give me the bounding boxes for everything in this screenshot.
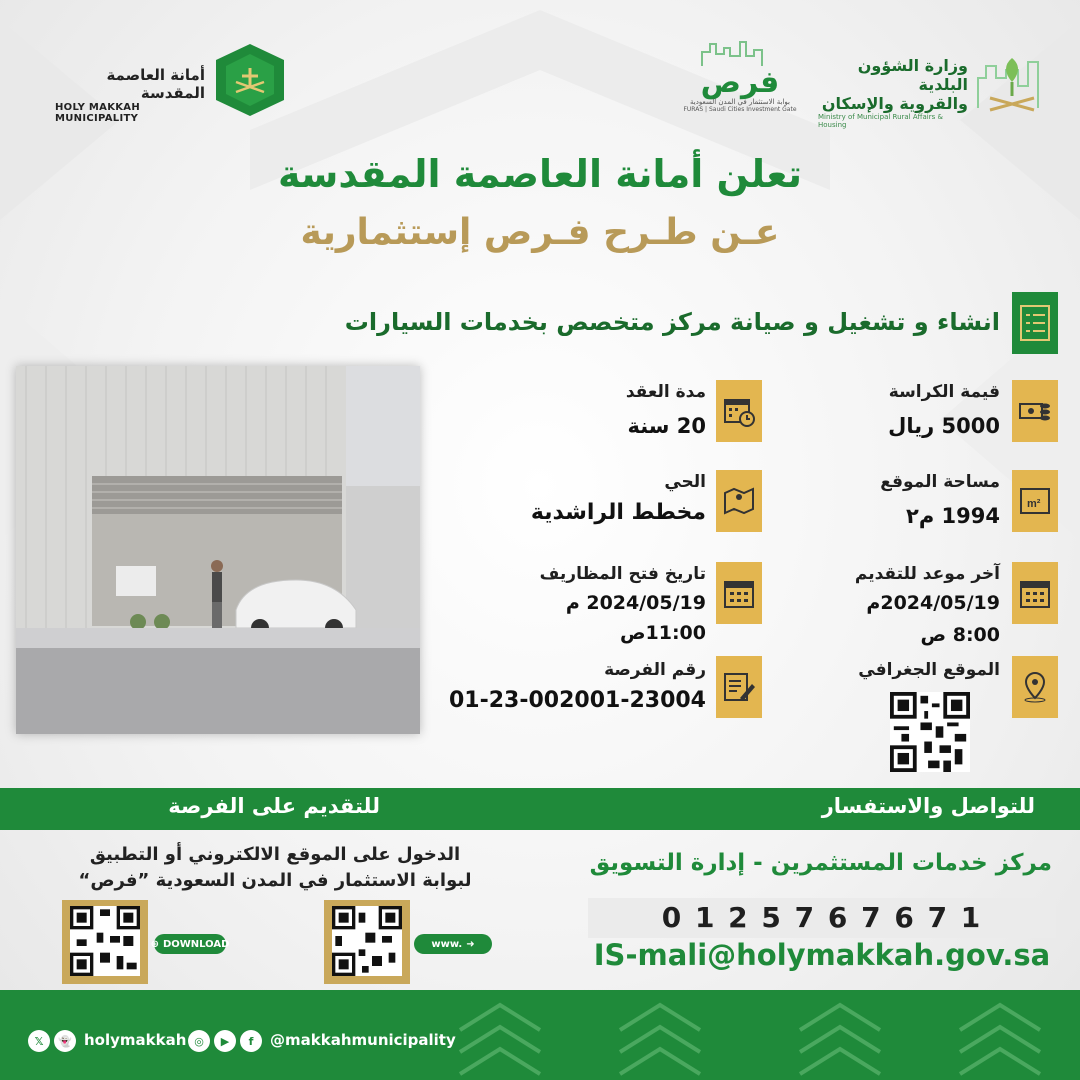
contact-center: مركز خدمات المستثمرين - إدارة التسويق — [589, 850, 1052, 876]
district-label: الحي — [664, 472, 706, 492]
apply-instructions — [40, 842, 510, 894]
booklet-label: قيمة الكراسة — [888, 382, 1000, 402]
booklet-value: 5000 ريال — [888, 414, 1000, 438]
website-label: www. — [431, 938, 463, 950]
area-m2-icon — [1018, 484, 1052, 518]
download-button[interactable] — [150, 934, 230, 954]
opportunity-icon-tile — [716, 656, 762, 718]
x-twitter-icon[interactable]: 𝕏 — [28, 1030, 50, 1052]
contact-title: للتواصل والاستفسار — [821, 794, 1035, 818]
arrow-right-icon: ➜ — [466, 938, 475, 950]
ministry-emblem-icon — [972, 48, 1052, 124]
opening-time: 11:00ص — [619, 622, 706, 644]
page-subtitle: عـن طـرح فـرص إستثمارية — [300, 212, 780, 253]
download-label: DOWNLOAD — [162, 938, 230, 950]
svg-text:m²: m² — [1027, 498, 1041, 510]
facebook-icon[interactable]: f — [240, 1030, 262, 1052]
edit-document-icon — [722, 670, 756, 704]
calendar-clock-icon — [722, 394, 756, 428]
location-icon-tile — [1012, 656, 1058, 718]
map-icon — [722, 484, 756, 518]
opening-date: 2024/05/19 م — [565, 592, 706, 614]
location-qr-code[interactable] — [890, 692, 970, 772]
district-value: مخطط الراشدية — [530, 500, 706, 525]
document-checklist-icon — [1018, 303, 1052, 343]
website-button[interactable] — [414, 934, 492, 954]
instagram-icon[interactable]: ◎ — [188, 1030, 210, 1052]
project-name: انشاء و تشغيل و صيانة مركز متخصص بخدمات السيارات — [344, 308, 1000, 336]
duration-value: 20 سنة — [627, 414, 706, 438]
youtube-icon[interactable]: ▶ — [214, 1030, 236, 1052]
deadline-icon-tile — [1012, 562, 1058, 624]
ministry-logo-text: وزارة الشؤون البلدية والقروية والإسكان Ministry of Municipal Rural Affairs & Housing — [818, 56, 968, 129]
garage-photo — [16, 366, 420, 734]
opportunity-value: 01-23-002001-23004 — [448, 688, 706, 713]
duration-label: مدة العقد — [625, 382, 706, 402]
app-download-qr-code[interactable] — [70, 906, 140, 976]
map-pin-icon — [1018, 670, 1052, 704]
calendar-icon — [722, 576, 756, 610]
opening-icon-tile — [716, 562, 762, 624]
snapchat-icon[interactable]: 👻 — [54, 1030, 76, 1052]
apply-text-line-2: لبوابة الاستثمار في المدن السعودية ”فرص“ — [78, 870, 472, 891]
area-icon-tile — [1012, 470, 1058, 532]
holy-makkah-emblem-icon — [212, 42, 288, 118]
opportunity-label: رقم الفرصة — [604, 660, 706, 680]
calendar-icon — [1018, 576, 1052, 610]
footer-handle-2[interactable]: @makkahmunicipality — [270, 1031, 456, 1049]
contact-phone[interactable]: 0 1 2 5 7 6 7 6 7 1 — [661, 901, 983, 934]
project-icon-tile — [1012, 292, 1058, 354]
area-value: 1994 م٢ — [906, 504, 1000, 528]
duration-icon-tile — [716, 380, 762, 442]
website-qr-code[interactable] — [332, 906, 402, 976]
page-title: تعلن أمانة العاصمة المقدسة — [278, 152, 802, 196]
holy-makkah-logo-text: أمانة العاصمة المقدسة HOLY MAKKAH MUNICIPALITY — [55, 66, 205, 124]
footer-handle-1[interactable]: holymakkah — [84, 1031, 187, 1049]
contact-email[interactable]: IS-mali@holymakkah.gov.sa — [593, 938, 1051, 972]
district-icon-tile — [716, 470, 762, 532]
download-icon: ⊕ — [150, 938, 159, 950]
apply-title: للتقديم على الفرصة — [168, 794, 380, 818]
area-label: مساحة الموقع — [880, 472, 1000, 492]
furas-logo: فرص بوابة الاستثمار في المدن السعودية FURAS | Saudi Cities Investment Gate — [680, 38, 800, 113]
location-label: الموقع الجغرافي — [858, 660, 1000, 680]
city-skyline-icon — [700, 38, 790, 68]
money-icon — [1018, 394, 1052, 428]
deadline-time: 8:00 ص — [920, 624, 1000, 646]
apply-text-line-1: الدخول على الموقع الالكتروني أو التطبيق — [89, 844, 461, 865]
footer-pattern — [440, 990, 1080, 1080]
booklet-icon-tile — [1012, 380, 1058, 442]
deadline-date: 2024/05/19م — [866, 592, 1000, 614]
deadline-label: آخر موعد للتقديم — [854, 564, 1000, 584]
opening-label: تاريخ فتح المظاريف — [539, 564, 706, 584]
